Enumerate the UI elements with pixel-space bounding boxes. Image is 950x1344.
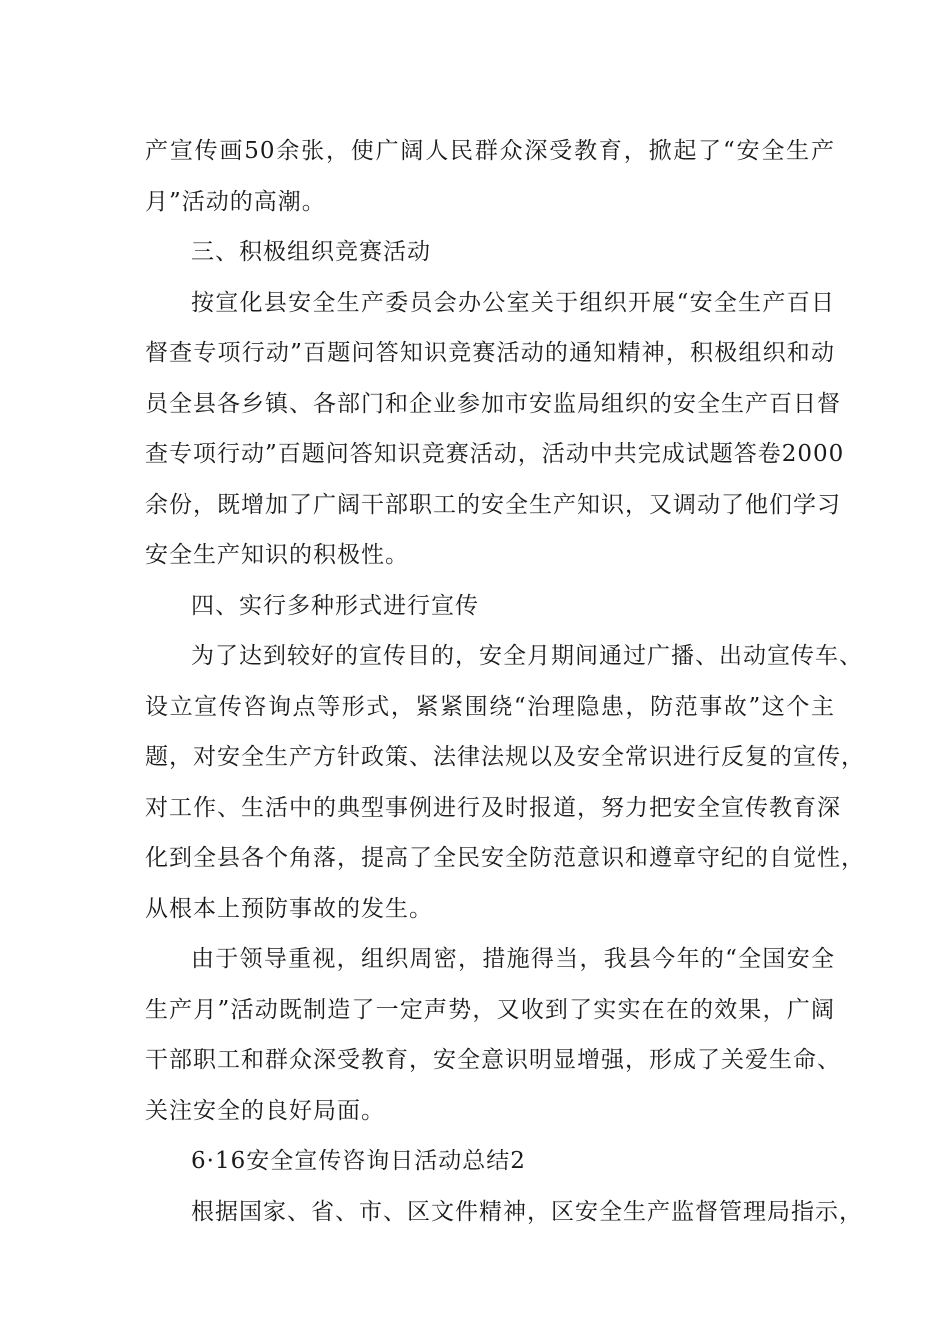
paragraph-first-line: 根据国家、省、市、区文件精神，区安全生产监督管理局指示， (191, 1198, 863, 1225)
paragraph-line: 安全生产知识的积极性。 (145, 542, 409, 568)
paragraph-line: 题，对安全生产方针政策、法律法规以及安全常识进行反复的宣传， (145, 744, 865, 770)
paragraph-line: 产宣传画50余张，使广阔人民群众深受教育，掀起了“安全生产 (145, 138, 835, 164)
paragraph-first-line: 6·16安全宣传咨询日活动总结2 (191, 1148, 526, 1174)
paragraph-first-line: 为了达到较好的宣传目的，安全月期间通过广播、出动宣传车、 (191, 643, 863, 669)
paragraph-line: 关注安全的良好局面。 (145, 1097, 385, 1124)
paragraph-line: 化到全县各个角落，提高了全民安全防范意识和遵章守纪的自觉性， (145, 845, 865, 871)
paragraph-line: 生产月”活动既制造了一定声势，又收到了实实在在的效果，广阔 (145, 996, 835, 1023)
paragraph-first-line: 按宣化县安全生产委员会办公室关于组织开展“安全生产百日 (191, 289, 835, 316)
paragraph-line: 对工作、生活中的典型事例进行及时报道，努力把安全宣传教育深 (145, 794, 841, 821)
document-body (145, 126, 865, 1237)
paragraph-line: 月”活动的高潮。 (145, 188, 326, 215)
paragraph-line: 干部职工和群众深受教育，安全意识明显增强，形成了关爱生命、 (145, 1047, 841, 1073)
paragraph-line: 员全县各乡镇、各部门和企业参加市安监局组织的安全生产百日督 (145, 390, 841, 417)
paragraph-first-line: 三、积极组织竞赛活动 (191, 239, 431, 265)
paragraph-line: 查专项行动”百题问答知识竞赛活动，活动中共完成试题答卷2000 (145, 441, 845, 467)
paragraph-line: 设立宣传咨询点等形式，紧紧围绕“治理隐患，防范事故”这个主 (145, 693, 835, 720)
paragraph-first-line: 四、实行多种形式进行宣传 (191, 592, 479, 619)
paragraph-first-line: 由于领导重视，组织周密，措施得当，我县今年的“全国安全 (191, 946, 835, 972)
paragraph-line: 从根本上预防事故的发生。 (145, 895, 433, 922)
paragraph-line: 余份，既增加了广阔干部职工的安全生产知识，又调动了他们学习 (145, 491, 841, 518)
paragraph-line: 督查专项行动”百题问答知识竞赛活动的通知精神，积极组织和动 (145, 340, 835, 366)
